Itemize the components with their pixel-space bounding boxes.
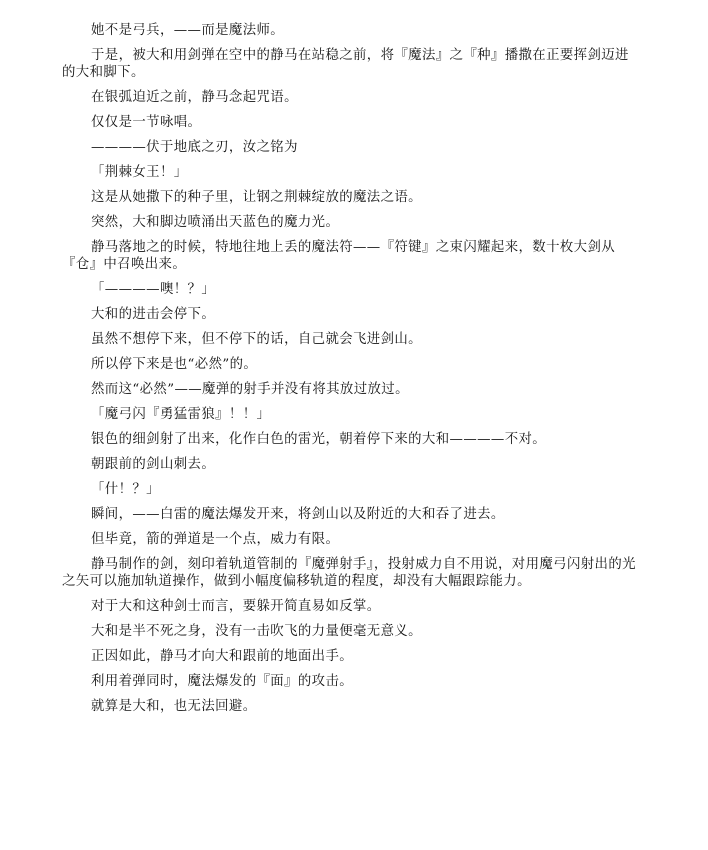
paragraph-10: 「————噢！？」 <box>91 282 216 297</box>
paragraph-20: 但毕竟，箭的弹道是一个点，威力有限。 <box>91 532 340 547</box>
paragraph-21: 静马制作的剑，刻印着轨道管制的『魔弹射手』，投射威力自不用说，对用魔弓闪射出的光之矢可以施加轨道操作，做到小幅度偏移轨道的程度，却没有大幅跟踪能力。 <box>62 557 636 589</box>
paragraph-2: 于是，被大和用剑弹在空中的静马在站稳之前，将『魔法』之『种』播撒在正要挥剑迈进的大和脚下。 <box>62 48 629 80</box>
paragraph-12: 虽然不想停下来，但不停下的话，自己就会飞进剑山。 <box>91 332 422 347</box>
paragraph-18: 「什！？」 <box>91 482 160 497</box>
paragraph-17: 朝跟前的剑山刺去。 <box>91 457 216 472</box>
paragraph-7: 这是从她撒下的种子里，让钢之荆棘绽放的魔法之语。 <box>91 190 422 205</box>
paragraph-9: 静马落地之的时候，特地往地上丢的魔法符——『符键』之束闪耀起来，数十枚大剑从『仓』中召唤出来。 <box>62 240 616 272</box>
paragraph-3: 在银弧迫近之前，静马念起咒语。 <box>91 90 298 105</box>
paragraph-24: 正因如此，静马才向大和跟前的地面出手。 <box>91 649 354 664</box>
paragraph-1: 她不是弓兵，——而是魔法师。 <box>91 23 285 38</box>
paragraph-16: 银色的细剑射了出来，化作白色的雷光，朝着停下来的大和————不对。 <box>91 432 547 447</box>
paragraph-14: 然而这“必然”——魔弹的射手并没有将其放过放过。 <box>91 382 409 397</box>
paragraph-13: 所以停下来是也“必然”的。 <box>91 357 258 372</box>
paragraph-6: 「荆棘女王！」 <box>91 165 188 180</box>
paragraph-19: 瞬间，——白雷的魔法爆发开来，将剑山以及附近的大和吞了进去。 <box>91 507 505 522</box>
paragraph-22: 对于大和这种剑士而言，要躲开简直易如反掌。 <box>91 599 381 614</box>
paragraph-15: 「魔弓闪『勇猛雷狼』！！」 <box>91 407 271 422</box>
paragraph-23: 大和是半不死之身，没有一击吹飞的力量便毫无意义。 <box>91 624 422 639</box>
paragraph-8: 突然，大和脚边喷涌出天蓝色的魔力光。 <box>91 215 340 230</box>
paragraph-5: ————伏于地底之刃，汝之铭为 <box>91 140 298 155</box>
document-page <box>62 22 640 723</box>
paragraph-25: 利用着弹同时，魔法爆发的『面』的攻击。 <box>91 674 354 689</box>
paragraph-26: 就算是大和，也无法回避。 <box>91 699 257 714</box>
paragraph-4: 仅仅是一节咏唱。 <box>91 115 202 130</box>
paragraph-11: 大和的进击会停下。 <box>91 307 216 322</box>
